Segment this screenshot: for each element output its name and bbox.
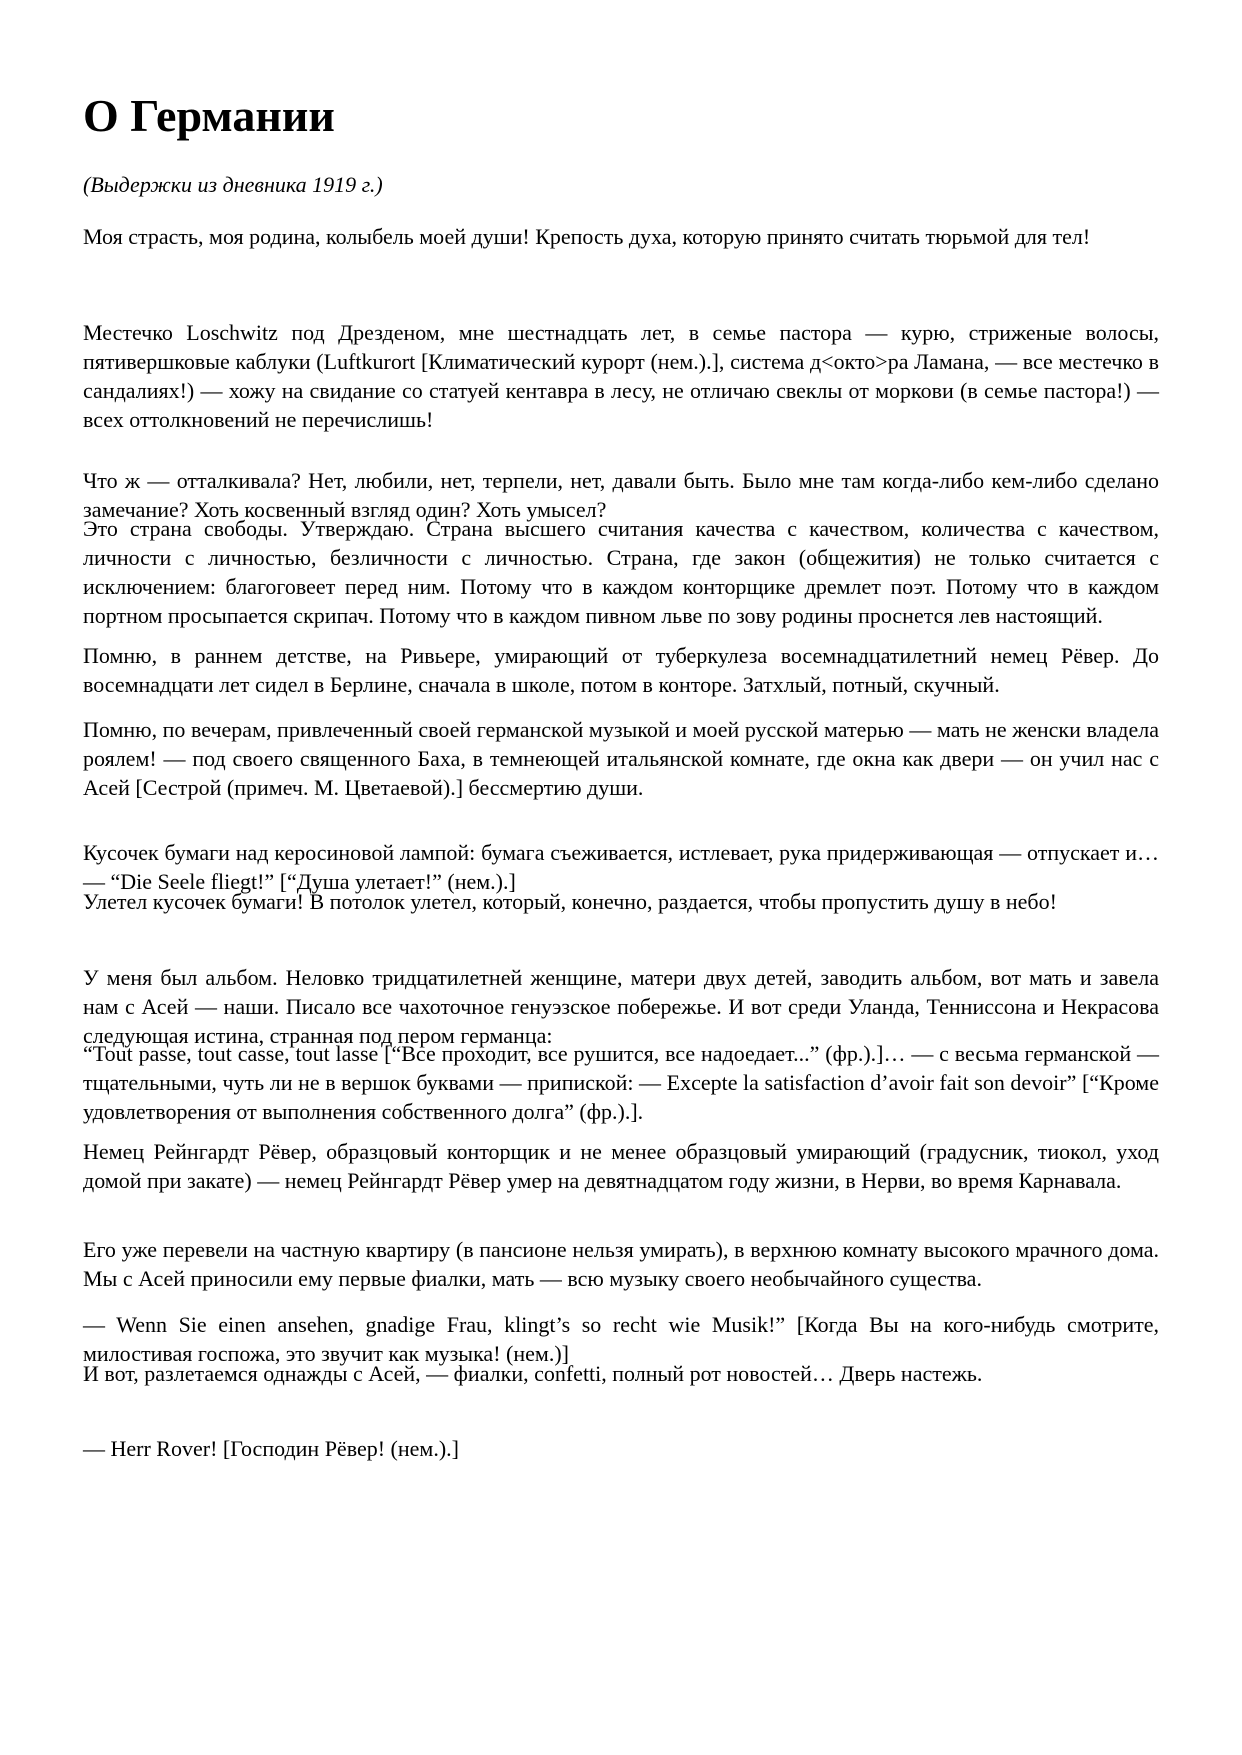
paragraph: — Herr Rover! [Господин Рёвер! (нем.).] bbox=[83, 1436, 459, 1461]
paragraph: Местечко Loschwitz под Дрезденом, мне шестнадцать лет, в семье пастора — курю, стриженые волосы, пятивершковые каблуки (Luftkurort [Климатический курорт (нем.).], система д<окто>ра Ламана, — все местечко в сандалиях!) — хожу на свидание со статуей кентавра в лесу, не отличаю свеклы от моркови (в семье пастора!) — всех оттолкновений не перечислишь! bbox=[83, 320, 1159, 432]
page-title: О Германии bbox=[83, 90, 335, 141]
paragraph: Улетел кусочек бумаги! В потолок улетел, который, конечно, раздается, чтобы пропустить душу в небо! bbox=[83, 889, 1057, 914]
paragraph: “Tout passe, tout casse, tout lasse [“Все проходит, все рушится, все надоедает...” (фр.).]… — с весьма германской — тщательными, чуть ли не в вершок буквами — припиской: — Excepte la satisfaction d’avoir fait son devoir” [“Кроме удовлетворения от выполнения собственного долга” (фр.).]. bbox=[83, 1041, 1159, 1124]
paragraph: Кусочек бумаги над керосиновой лампой: бумага съеживается, истлевает, рука придерживающая — отпускает и… — “Die Seele fliegt!” [“Душа улетает!” (нем.).] bbox=[83, 840, 1159, 894]
paragraph: Немец Рейнгардт Рёвер, образцовый конторщик и не менее образцовый умирающий (градусник, тиокол, уход домой при закате) — немец Рейнгардт Рёвер умер на девятнадцатом году жизни, в Нерви, во время Карнавала. bbox=[83, 1139, 1159, 1193]
paragraph: Помню, в раннем детстве, на Ривьере, умирающий от туберкулеза восемнадцатилетний немец Рёвер. До восемнадцати лет сидел в Берлине, сначала в школе, потом в конторе. Затхлый, потный, скучный. bbox=[83, 643, 1159, 697]
paragraph: Это страна свободы. Утверждаю. Страна высшего считания качества с качеством, количества с качеством, личности с личностью, безличности с личностью. Страна, где закон (общежития) не только считается с исключением: благоговеет перед ним. Потому что в каждом конторщике дремлет поэт. Потому что в каждом портном просыпается скрипач. Потому что в каждом пивном льве по зову родины проснется лев настоящий. bbox=[83, 516, 1159, 628]
paragraph: Что ж — отталкивала? Нет, любили, нет, терпели, нет, давали быть. Было мне там когда-либо кем-либо сделано замечание? Хоть косвенный взгляд один? Хоть умысел? bbox=[83, 468, 1159, 522]
paragraph: И вот, разлетаемся однажды с Асей, — фиалки, confetti, полный рот новостей… Дверь настежь. bbox=[83, 1361, 983, 1386]
paragraph: Помню, по вечерам, привлеченный своей германской музыкой и моей русской матерью — мать не женски владела роялем! — под своего священного Баха, в темнеющей итальянской комнате, где окна как двери — он учил нас с Асей [Сестрой (примеч. М. Цветаевой).] бессмертию души. bbox=[83, 717, 1159, 800]
paragraph: Моя страсть, моя родина, колыбель моей души! Крепость духа, которую принято считать тюрьмой для тел! bbox=[83, 224, 1091, 249]
subtitle: (Выдержки из дневника 1919 г.) bbox=[83, 172, 383, 197]
paragraph: — Wenn Sie einen ansehen, gnadige Frau, klingt’s so recht wie Musik!” [Когда Вы на кого-нибудь смотрите, милостивая госпожа, это звучит как музыка! (нем.)] bbox=[83, 1312, 1159, 1366]
paragraph: Его уже перевели на частную квартиру (в пансионе нельзя умирать), в верхнюю комнату высокого мрачного дома. Мы с Асей приносили ему первые фиалки, мать — всю музыку своего необычайного существа. bbox=[83, 1237, 1159, 1291]
paragraph: У меня был альбом. Неловко тридцатилетней женщине, матери двух детей, заводить альбом, вот мать и завела нам с Асей — наши. Писало все чахоточное генуэзское побережье. И вот среди Уланда, Теннисcона и Некрасова следующая истина, странная под пером германца: bbox=[83, 965, 1159, 1048]
